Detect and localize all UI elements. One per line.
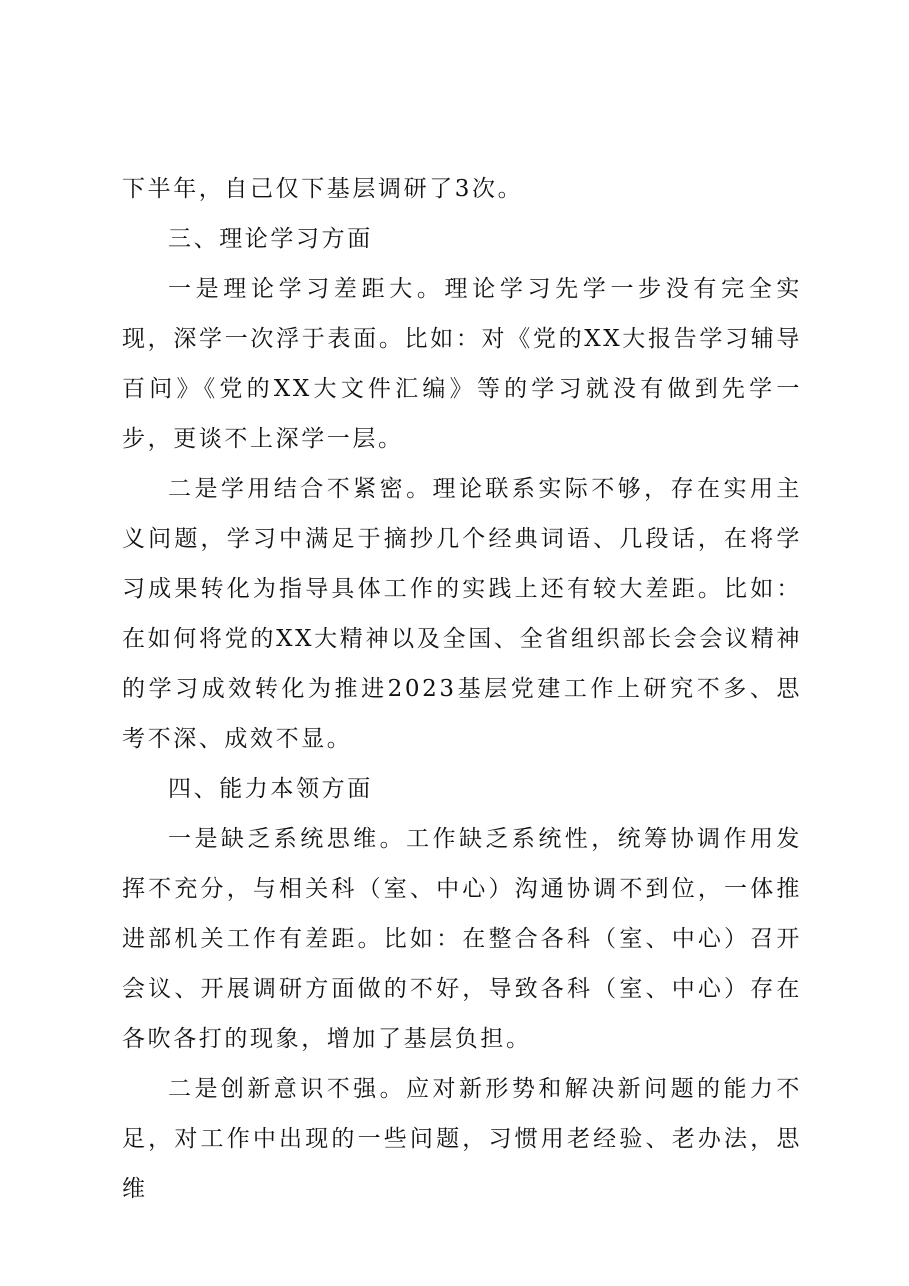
paragraph-innovation: 二是创新意识不强。应对新形势和解决新问题的能力不足，对工作中出现的一些问题，习惯用老经验、老办法，思维 bbox=[122, 1076, 802, 1202]
paragraph-theory-practice: 二是学用结合不紧密。理论联系实际不够，存在实用主义问题，学习中满足于摘抄几个经典词语、几段话，在将学习成果转化为指导具体工作的实践上还有较大差距。比如：在如何将党的XX大精神以及全国、全省组织部长会会议精神的学习成效转化为推进2023基层党建工作上研究不多、思考不深、成效不显。 bbox=[122, 476, 802, 752]
section-heading-ability: 四、能力本领方面 bbox=[168, 776, 373, 802]
document-body bbox=[122, 164, 802, 1214]
paragraph-continuation: 下半年，自己仅下基层调研了3次。 bbox=[122, 176, 524, 202]
section-heading-theory-study: 三、理论学习方面 bbox=[168, 226, 373, 252]
paragraph-theory-gap: 一是理论学习差距大。理论学习先学一步没有完全实现，深学一次浮于表面。比如：对《党的XX大报告学习辅导百问》《党的XX大文件汇编》等的学习就没有做到先学一步，更谈不上深学一层。 bbox=[122, 276, 802, 452]
paragraph-systems-thinking: 一是缺乏系统思维。工作缺乏系统性，统筹协调作用发挥不充分，与相关科（室、中心）沟通协调不到位，一体推进部机关工作有差距。比如：在整合各科（室、中心）召开会议、开展调研方面做的不好，导致各科（室、中心）存在各吹各打的现象，增加了基层负担。 bbox=[122, 826, 802, 1052]
